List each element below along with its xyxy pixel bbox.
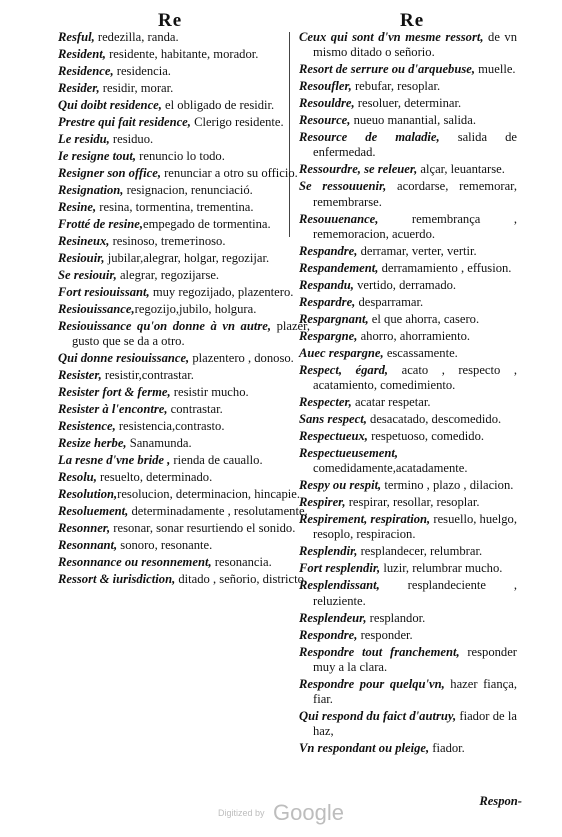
entry-definition: renunciar a otro su officio. — [160, 166, 298, 180]
entry-definition: nueuo manantial, salida. — [350, 113, 476, 128]
entry-definition: residencia. — [113, 64, 171, 78]
entry-definition: redezilla, randa. — [94, 30, 179, 44]
dictionary-entry — [299, 295, 517, 310]
entry-headword: Resonner, — [58, 521, 111, 536]
dictionary-entry — [58, 98, 310, 113]
entry-headword: Resineux, — [58, 234, 110, 248]
entry-headword: Respandement, — [299, 260, 379, 275]
dictionary-entry — [58, 64, 310, 79]
entry-definition: muelle. — [474, 62, 516, 77]
entry-definition: resina, tormentina, trementina. — [96, 200, 254, 214]
dictionary-entry — [299, 363, 517, 393]
entry-headword: Resistence, — [58, 419, 116, 434]
entry-headword: Resister à l'encontre, — [58, 402, 168, 417]
dictionary-entry — [58, 183, 310, 198]
entry-headword: Qui respond du faict d'autruy, — [299, 709, 457, 724]
entry-headword: Respondre tout franchement, — [299, 644, 460, 659]
entry-definition: plazentero , donoso. — [189, 351, 294, 366]
entry-headword: Qui donne resiouissance, — [58, 351, 190, 366]
entry-definition: determinadamente , resolutamente. — [128, 504, 308, 519]
dictionary-entry — [299, 179, 517, 209]
entry-headword: Resonnant, — [58, 538, 118, 553]
entry-definition: responder muy a la clara. — [313, 644, 517, 674]
entry-definition: residente, habitante, morador. — [105, 47, 259, 61]
entry-definition: acatar respetar. — [351, 395, 431, 410]
dictionary-entry — [299, 412, 517, 427]
entry-definition: alçar, leuantarse. — [417, 162, 505, 177]
dictionary-entry — [299, 312, 517, 327]
entry-headword: Respondre, — [299, 627, 358, 642]
entry-definition: vertido, derramado. — [353, 277, 457, 292]
entry-headword: Resoufler, — [299, 79, 352, 94]
dictionary-entry — [299, 346, 517, 361]
entry-definition: rebufar, resoplar. — [351, 79, 441, 94]
entry-definition: comedidamente,acatadamente. — [313, 461, 468, 476]
dictionary-entry — [58, 234, 310, 249]
entry-headword: Respondre pour quelqu'vn, — [299, 676, 445, 691]
entry-definition: resistir,contrastar. — [101, 368, 194, 383]
entry-headword: Ceux qui sont d'vn mesme ressort, — [299, 30, 484, 44]
dictionary-entry — [299, 130, 517, 160]
dictionary-entry — [299, 495, 517, 510]
entry-headword: Resource de maladie, — [299, 130, 440, 145]
entry-headword: Resigner son office, — [58, 166, 161, 180]
entry-definition: derramar, verter, vertir. — [357, 243, 477, 258]
dictionary-entry — [299, 244, 517, 259]
entry-headword: Resplendir, — [299, 544, 358, 559]
entry-headword: Resize herbe, — [58, 436, 127, 451]
dictionary-entry — [58, 149, 310, 164]
entry-headword: Resider, — [58, 81, 100, 95]
dictionary-entry — [299, 628, 517, 643]
entry-headword: Resiouissance qu'on donne à vn autre, — [58, 319, 271, 333]
dictionary-entry — [58, 385, 310, 400]
entry-headword: Se ressouuenir, — [299, 179, 387, 194]
entry-headword: Prestre qui fait residence, — [58, 115, 191, 129]
entry-headword: Resouldre, — [299, 96, 355, 111]
entry-definition: de vn mismo ditado o señorio. — [313, 30, 518, 60]
entry-headword: Respargne, — [299, 328, 358, 343]
entry-headword: Ressort & iurisdiction, — [58, 572, 176, 587]
entry-definition: rienda de cauallo. — [170, 453, 263, 468]
dictionary-entry — [58, 200, 310, 215]
dictionary-entry — [299, 512, 517, 542]
entry-definition: derramamiento , effusion. — [378, 260, 512, 275]
entry-headword: Resolution, — [58, 487, 118, 502]
dictionary-entry — [299, 578, 517, 608]
dictionary-entry — [58, 251, 310, 266]
dictionary-entry — [58, 351, 310, 366]
entry-headword: Respecter, — [299, 395, 352, 410]
dictionary-entry — [58, 81, 310, 96]
dictionary-entry — [299, 677, 517, 707]
entry-headword: Se resiouir, — [58, 268, 117, 282]
entry-definition: resplandeciente , reluziente. — [313, 578, 517, 608]
entry-definition: resuelto, determinado. — [96, 470, 213, 485]
dictionary-entry — [299, 113, 517, 128]
entry-headword: Resort de serrure ou d'arquebuse, — [299, 62, 475, 77]
entry-definition: resonar, sonar resurtiendo el sonido. — [110, 521, 296, 536]
entry-definition: resistencia,contrasto. — [115, 419, 225, 434]
entry-definition: Clerigo residente. — [190, 115, 284, 129]
entry-headword: Qui doibt residence, — [58, 98, 162, 112]
dictionary-entry — [299, 611, 517, 626]
dictionary-entry — [58, 132, 310, 147]
entry-headword: Resister, — [58, 368, 102, 383]
entry-definition: luzir, relumbrar mucho. — [380, 561, 503, 576]
entry-headword: Resister fort & ferme, — [58, 385, 171, 400]
entry-headword: Respandre, — [299, 243, 358, 258]
entry-definition: plazer, gusto que se da a otro. — [72, 319, 310, 349]
running-head-left: Re — [158, 10, 183, 31]
dictionary-entry — [58, 436, 310, 451]
entry-definition: acordarse, rememorar, remembrarse. — [313, 179, 517, 209]
catchword: Respon- — [479, 794, 522, 808]
dictionary-entry — [299, 96, 517, 111]
entry-headword: La resne d'vne bride , — [58, 453, 171, 468]
entry-definition: resoluer, determinar. — [354, 96, 462, 111]
entry-headword: Sans respect, — [299, 412, 367, 427]
dictionary-entry — [58, 166, 310, 181]
dictionary-entry — [299, 478, 517, 493]
entry-definition: resplandecer, relumbrar. — [357, 544, 483, 559]
right-column — [299, 30, 517, 758]
entry-headword: Respy ou respit, — [299, 478, 382, 493]
entry-headword: Resful, — [58, 30, 95, 44]
dictionary-entry — [58, 319, 310, 349]
dictionary-entry — [299, 162, 517, 177]
entry-headword: Resouuenance, — [299, 211, 379, 226]
entry-definition: respetuoso, comedido. — [367, 429, 485, 444]
entry-headword: Respargnant, — [299, 311, 369, 326]
dictionary-entry — [58, 268, 310, 283]
entry-headword: Resplendissant, — [299, 578, 380, 593]
entry-definition: acato , respecto , acatamiento, comedimiento. — [313, 362, 517, 393]
dictionary-entry — [58, 538, 310, 553]
dictionary-entry — [58, 487, 310, 502]
entry-definition: alegrar, regozijarse. — [116, 268, 220, 282]
running-head-right: Re — [400, 10, 425, 31]
entry-definition: Sanamunda. — [126, 436, 192, 451]
entry-headword: Ressourdre, se releuer, — [299, 162, 418, 177]
entry-definition: empegado de tormentina. — [143, 217, 271, 231]
entry-headword: Resine, — [58, 200, 97, 214]
watermark-prefix: Digitized by — [218, 808, 265, 818]
entry-headword: Resignation, — [58, 183, 124, 197]
entry-definition: resonancia. — [211, 555, 272, 570]
dictionary-entry — [58, 555, 310, 570]
left-column — [58, 30, 310, 589]
dictionary-entry — [58, 521, 310, 536]
entry-definition: ditado , señorio, districto. — [175, 572, 308, 587]
dictionary-entry — [299, 329, 517, 344]
entry-headword: Respirement, respiration, — [299, 512, 431, 527]
entry-headword: Le residu, — [58, 132, 110, 146]
entry-definition: escassamente. — [383, 345, 458, 360]
entry-definition: responder. — [357, 627, 413, 642]
entry-definition: el que ahorra, casero. — [368, 311, 480, 326]
entry-definition: ahorro, ahorramiento. — [357, 328, 471, 343]
entry-headword: Respectueux, — [299, 429, 368, 444]
entry-definition: resolucion, determinacion, hincapie. — [117, 487, 301, 502]
entry-definition: desacatado, descomedido. — [366, 412, 502, 427]
dictionary-entry — [299, 709, 517, 739]
entry-definition: fiador. — [429, 741, 465, 756]
dictionary-entry — [299, 395, 517, 410]
dictionary-entry — [299, 261, 517, 276]
entry-definition: sonoro, resonante. — [117, 538, 213, 553]
entry-definition: residir, morar. — [99, 81, 174, 95]
entry-headword: Resident, — [58, 47, 106, 61]
entry-headword: Respect, égard, — [299, 362, 389, 377]
entry-definition: respirar, resollar, resoplar. — [345, 495, 480, 510]
entry-headword: Resonnance ou resonnement, — [58, 555, 212, 570]
entry-definition: residuo. — [109, 132, 154, 146]
entry-headword: Resolu, — [58, 470, 97, 485]
dictionary-entry — [58, 368, 310, 383]
entry-definition: resplandor. — [366, 610, 426, 625]
entry-definition: fiador de la haz, — [313, 709, 517, 739]
entry-headword: Resiouir, — [58, 251, 105, 265]
entry-headword: Respectueusement, — [299, 446, 398, 461]
entry-definition: remembrança , rememoracion, acuerdo. — [313, 211, 517, 241]
entry-headword: Respandu, — [299, 277, 354, 292]
entry-definition: el obligado de residir. — [161, 98, 275, 112]
entry-definition: termino , plazo , dilacion. — [381, 478, 514, 493]
dictionary-entry — [299, 62, 517, 77]
page-header — [0, 10, 562, 32]
entry-headword: Resplendeur, — [299, 610, 367, 625]
dictionary-entry — [299, 561, 517, 576]
entry-definition: muy regozijado, plazentero. — [149, 285, 294, 299]
dictionary-entry — [58, 504, 310, 519]
dictionary-entry — [58, 419, 310, 434]
dictionary-entry — [299, 79, 517, 94]
entry-headword: Resoluement, — [58, 504, 129, 519]
entry-headword: Residence, — [58, 64, 114, 78]
entry-headword: Resource, — [299, 113, 351, 128]
dictionary-entry — [58, 302, 310, 317]
dictionary-entry — [58, 470, 310, 485]
entry-headword: Vn respondant ou pleige, — [299, 741, 430, 756]
entry-definition: desparramar. — [355, 294, 424, 309]
entry-definition: hazer fiança, fiar. — [313, 676, 517, 707]
dictionary-entry — [58, 453, 310, 468]
dictionary-entry — [299, 429, 517, 444]
entry-definition: salida de enfermedad. — [313, 130, 517, 160]
dictionary-entry — [58, 285, 310, 300]
dictionary-entry — [299, 645, 517, 675]
entry-headword: Auec respargne, — [299, 345, 384, 360]
entry-definition: contrastar. — [167, 402, 223, 417]
entry-headword: Respardre, — [299, 294, 356, 309]
entry-definition: regozijo,jubilo, holgura. — [134, 302, 257, 316]
dictionary-entry — [299, 30, 517, 60]
dictionary-entry — [299, 741, 517, 756]
digitized-watermark — [0, 800, 562, 826]
entry-definition: renuncio lo todo. — [136, 149, 225, 163]
dictionary-entry — [299, 544, 517, 559]
entry-definition: resignacion, renunciació. — [123, 183, 253, 197]
dictionary-entry — [58, 30, 310, 45]
entry-headword: Resiouissance, — [58, 302, 135, 316]
dictionary-entry — [58, 217, 310, 232]
dictionary-entry — [58, 402, 310, 417]
dictionary-entry — [58, 115, 310, 130]
entry-definition: resinoso, tremeтinoso. — [109, 234, 226, 248]
dictionary-entry — [299, 446, 517, 476]
dictionary-entry — [58, 47, 310, 62]
entry-definition: resistir mucho. — [170, 385, 249, 400]
entry-definition: jubilar,alegrar, holgar, regozijar. — [104, 251, 270, 265]
entry-headword: Frotté de resine, — [58, 217, 144, 231]
dictionary-entry — [299, 212, 517, 242]
dictionary-entry — [58, 572, 310, 587]
entry-definition: resuello, huelgo, resoplo, respiracion. — [313, 512, 517, 542]
entry-headword: Fort resplendir, — [299, 561, 381, 576]
entry-headword: Fort resiouissant, — [58, 285, 150, 299]
entry-headword: Ie resigne tout, — [58, 149, 137, 163]
google-logo: Google — [273, 800, 344, 825]
dictionary-entry — [299, 278, 517, 293]
entry-headword: Respirer, — [299, 495, 346, 510]
